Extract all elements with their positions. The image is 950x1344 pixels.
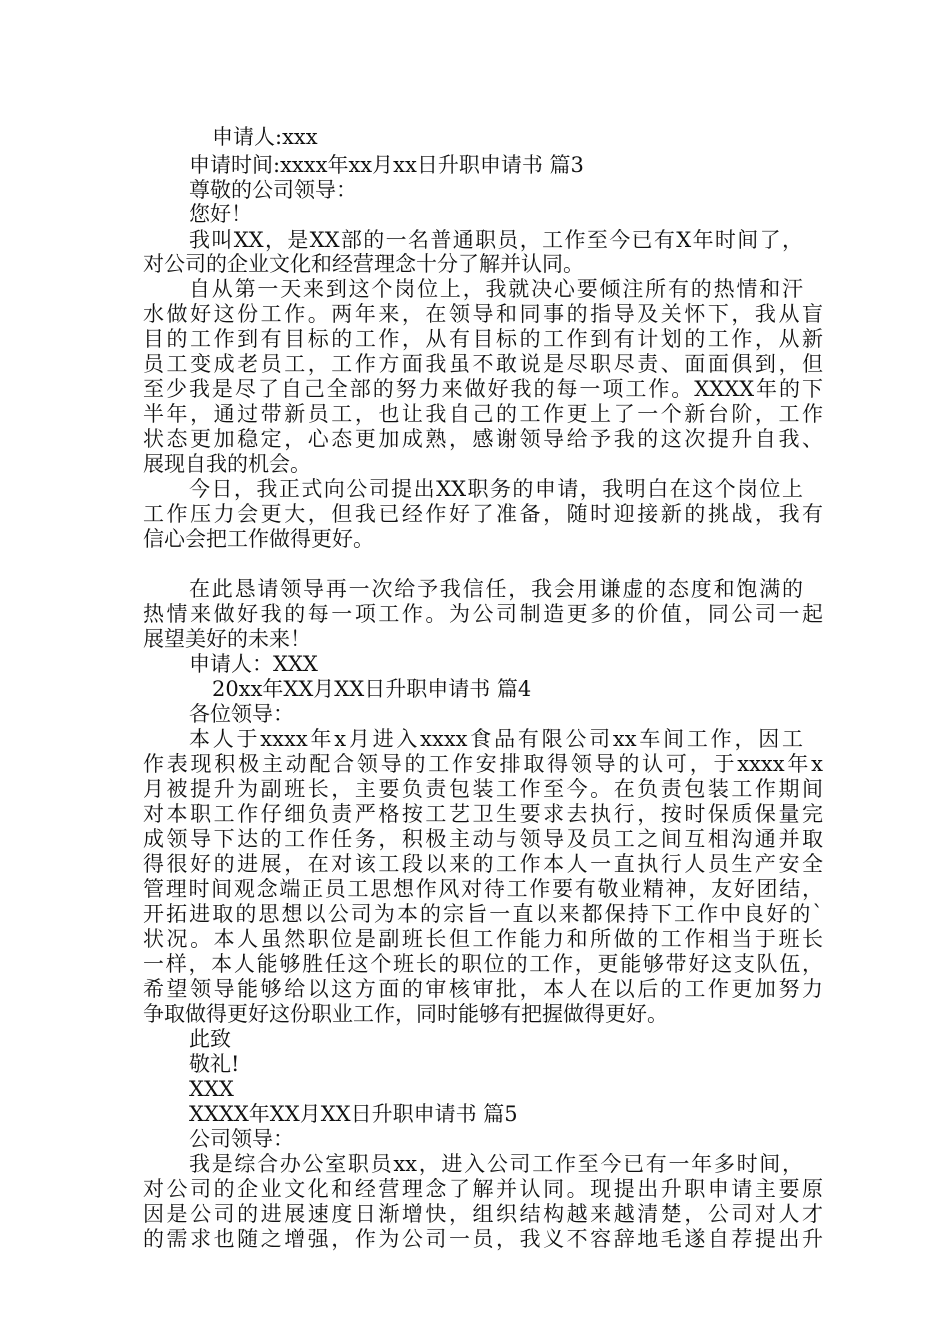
text-line: 各位领导：	[189, 702, 294, 726]
text-line: 对公司的企业文化和经营理念十分了解并认同。	[143, 252, 584, 276]
signature-name: XXX	[189, 1077, 234, 1101]
text-line: 一样，本人能够胜任这个班长的职位的工作，更能够带好这支队伍，	[143, 952, 823, 976]
text-line: 状态更加稳定，心态更加成熟，感谢领导给予我的这次提升自我、	[143, 427, 823, 451]
text-line: 工作压力会更大，但我已经作好了准备，随时迎接新的挑战，我有	[143, 502, 823, 526]
text-line: 展望美好的未来！	[143, 627, 311, 651]
section-heading: XXXX年XX月XX日升职申请书 篇5	[189, 1102, 518, 1126]
text-line: 水做好这份工作。两年来，在领导和同事的指导及关怀下，我从盲	[143, 302, 823, 326]
text-line: 自从第一天来到这个岗位上，我就决心要倾注所有的热情和汗	[189, 277, 803, 301]
text-line: 展现自我的机会。	[143, 452, 311, 476]
text-line: 我叫XX，是XX部的一名普通职员，工作至今已有X年时间了，	[189, 228, 803, 252]
text-line: 开拓进取的思想以公司为本的宗旨一直以来都保持下工作中良好的`	[143, 902, 823, 926]
text-line: 月被提升为副班长，主要负责包装工作至今。在负责包装工作期间	[143, 777, 823, 801]
text-line: 申请人：XXX	[189, 652, 318, 676]
text-line: 得很好的进展，在对该工段以来的工作本人一直执行人员生产安全	[143, 852, 823, 876]
text-line: 因是公司的进展速度日渐增快，组织结构越来越清楚，公司对人才	[143, 1202, 823, 1226]
text-line: 申请人:xxx	[212, 125, 318, 149]
text-line: 对本职工作仔细负责严格按工艺卫生要求去执行，按时保质保量完	[143, 802, 823, 826]
section-heading: 20xx年XX月XX日升职申请书 篇4	[212, 677, 532, 701]
text-line: 半年，通过带新员工，也让我自己的工作更上了一个新台阶，工作	[143, 402, 823, 426]
text-line: 至少我是尽了自己全部的努力来做好我的每一项工作。XXXX年的下	[143, 377, 823, 401]
text-line: 此致	[189, 1027, 231, 1051]
text-line: 目的工作到有目标的工作，从有目标的工作到有计划的工作，从新	[143, 327, 823, 351]
text-line: 的需求也随之增强，作为公司一员，我义不容辞地毛遂自荐提出升	[143, 1227, 823, 1251]
text-line: 作表现积极主动配合领导的工作安排取得领导的认可，于xxxx年x	[143, 752, 823, 776]
text-line: 尊敬的公司领导：	[189, 178, 357, 202]
text-line: 公司领导：	[189, 1127, 294, 1151]
text-line: 希望领导能够给以这方面的审核审批，本人在以后的工作更加努力	[143, 977, 823, 1001]
text-line: 敬礼!	[189, 1052, 240, 1076]
text-line: 本人于xxxx年x月进入xxxx食品有限公司xx车间工作，因工	[189, 727, 803, 751]
text-line: 热情来做好我的每一项工作。为公司制造更多的价值，同公司一起	[143, 602, 823, 626]
text-line: 管理时间观念端正员工思想作风对待工作要有敬业精神，友好团结，	[143, 877, 823, 901]
text-line: 您好！	[189, 202, 252, 226]
text-line: 对公司的企业文化和经营理念了解并认同。现提出升职申请主要原	[143, 1177, 823, 1201]
text-line: 今日，我正式向公司提出XX职务的申请，我明白在这个岗位上	[189, 477, 803, 501]
text-line: 争取做得更好这份职业工作，同时能够有把握做得更好。	[143, 1002, 668, 1026]
text-line: 信心会把工作做得更好。	[143, 527, 374, 551]
text-line: 在此恳请领导再一次给予我信任，我会用谦虚的态度和饱满的	[189, 577, 803, 601]
text-line: 我是综合办公室职员xx，进入公司工作至今已有一年多时间，	[189, 1152, 803, 1176]
text-line: 申请时间:xxxx年xx月xx日升职申请书 篇3	[189, 153, 584, 177]
text-line: 成领导下达的工作任务，积极主动与领导及员工之间互相沟通并取	[143, 827, 823, 851]
text-line: 员工变成老员工，工作方面我虽不敢说是尽职尽责、面面俱到，但	[143, 352, 823, 376]
text-line: 状况。本人虽然职位是副班长但工作能力和所做的工作相当于班长	[143, 927, 823, 951]
